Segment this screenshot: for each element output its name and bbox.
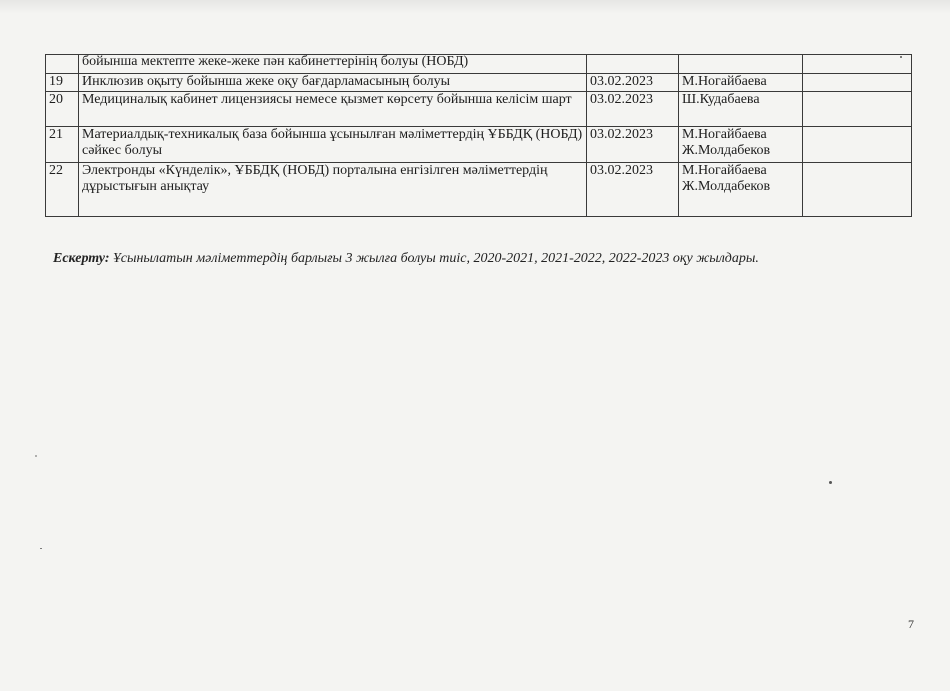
row-number: 20 <box>46 92 79 127</box>
row-task: Медициналық кабинет лицензиясы немесе қызмет көрсету бойынша келісім шарт <box>79 92 587 127</box>
footnote-text: Ұсынылатын мәліметтердің барлығы 3 жылға болуы тиіс, 2020-2021, 2021-2022, 2022-2023 оқу жылдары. <box>109 251 759 266</box>
row-task-text: бойынша мектепте жеке-жеке пән кабинеттерінің болуы (НОБД) <box>82 54 469 69</box>
row-responsible: М.Ногайбаева Ж.Молдабеков <box>679 127 803 163</box>
scan-speck <box>829 481 832 484</box>
row-extra <box>803 127 912 163</box>
scan-top-edge <box>0 0 950 14</box>
plan-table <box>45 54 912 217</box>
row-task: Электронды «Күнделік», ҰББДҚ (НОБД) порталына енгізілген мәліметтердің дұрыстығын анықтау <box>79 163 587 217</box>
row-extra <box>803 55 912 74</box>
row-extra <box>803 74 912 92</box>
row-task <box>79 55 587 74</box>
row-date: 03.02.2023 <box>587 127 679 163</box>
footnote <box>53 251 759 267</box>
page-number: 7 <box>908 617 914 631</box>
row-responsible: М.Ногайбаева <box>679 74 803 92</box>
row-task: Материалдық-техникалық база бойынша ұсынылған мәліметтердің ҰББДҚ (НОБД) сәйкес болуы <box>79 127 587 163</box>
row-date <box>587 55 679 74</box>
row-responsible: Ш.Кудабаева <box>679 92 803 127</box>
table-row <box>46 163 912 217</box>
table-row <box>46 92 912 127</box>
row-date: 03.02.2023 <box>587 74 679 92</box>
row-number: 22 <box>46 163 79 217</box>
row-number: 19 <box>46 74 79 92</box>
scan-speck <box>900 56 902 58</box>
footnote-label: Ескерту: <box>53 251 110 266</box>
scan-speck <box>40 548 42 549</box>
scan-speck <box>35 455 37 457</box>
row-responsible <box>679 55 803 74</box>
table-row <box>46 127 912 163</box>
row-number: 21 <box>46 127 79 163</box>
row-date: 03.02.2023 <box>587 92 679 127</box>
row-number <box>46 55 79 74</box>
row-extra <box>803 163 912 217</box>
table-row <box>46 55 912 74</box>
row-date: 03.02.2023 <box>587 163 679 217</box>
row-responsible: М.Ногайбаева Ж.Молдабеков <box>679 163 803 217</box>
table-row <box>46 74 912 92</box>
row-extra <box>803 92 912 127</box>
row-task: Инклюзив оқыту бойынша жеке оқу бағдарламасының болуы <box>79 74 587 92</box>
